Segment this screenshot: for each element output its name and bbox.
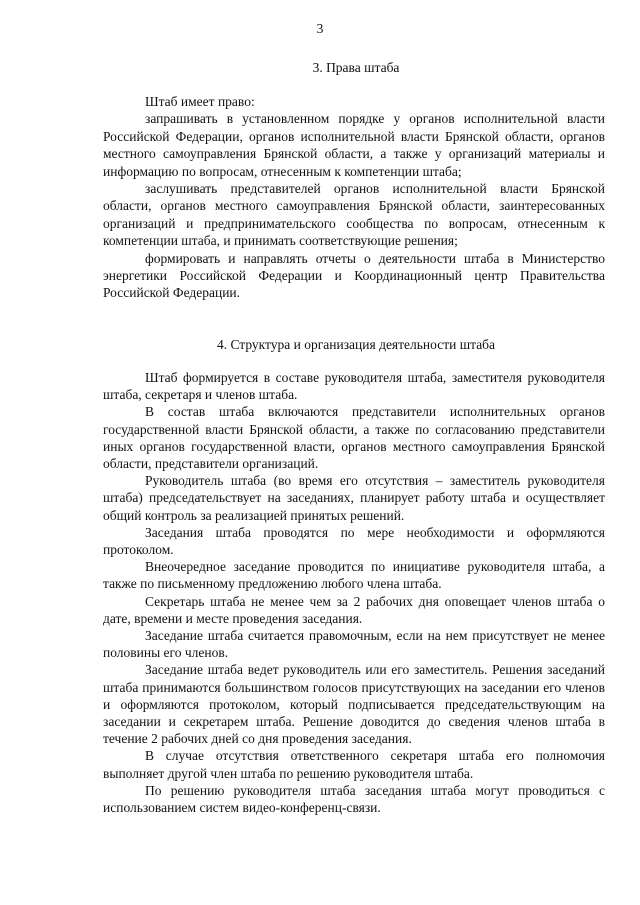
section-4-paragraph: Заседание штаба ведет руководитель или его заместитель. Решения заседаний штаба принимаются большинством голосов присутствующих на заседании его членов и оформляются протоколом, который подписывается председательствующим на заседании и секретарем штаба. Решение доводится до сведения членов штаба в течение 2 рабочих дней со дня проведения заседания. <box>103 662 605 747</box>
section-4-paragraph: Заседания штаба проводятся по мере необходимости и оформляются протоколом. <box>103 524 605 558</box>
section-4-body <box>103 369 605 816</box>
page-number: 3 <box>316 21 324 36</box>
section-4-paragraph: В состав штаба включаются представители исполнительных органов государственной власти Брянской области, а также по согласованию представители иных органов государственной власти, органов местного самоуправления Брянской области, представители организаций. <box>103 404 605 472</box>
section-3-paragraph: Штаб имеет право: <box>145 94 255 109</box>
section-3-title: 3. Права штаба <box>312 60 400 75</box>
section-3-paragraph: заслушивать представителей органов исполнительной власти Брянской области, органов местного самоуправления Брянской области, заинтересованных организаций и предпринимательского сообщества по вопросам, отнесенным к компетенции штаба, и принимать соответствующие решения; <box>103 181 605 249</box>
section-4-paragraph: Руководитель штаба (во время его отсутствия – заместитель руководителя штаба) председательствует на заседаниях, планирует работу штаба и осуществляет общий контроль за реализацией принятых решений. <box>103 473 605 523</box>
section-4-paragraph: Внеочередное заседание проводится по инициативе руководителя штаба, а также по письменному предложению любого члена штаба. <box>103 559 605 592</box>
section-3-body <box>103 93 605 302</box>
section-4-paragraph: Заседание штаба считается правомочным, если на нем присутствует не менее половины его членов. <box>103 628 605 661</box>
section-3-paragraph: запрашивать в установленном порядке у органов исполнительной власти Российской Федерации, органов исполнительной власти Брянской области, органов местного самоуправления Брянской области, а также у организаций материалы и информацию по вопросам, отнесенным к компетенции штаба; <box>103 111 605 179</box>
section-4-paragraph: Секретарь штаба не менее чем за 2 рабочих дня оповещает членов штаба о дате, времени и месте проведения заседания. <box>103 593 605 626</box>
section-4-paragraph: В случае отсутствия ответственного секретаря штаба его полномочия выполняет другой член штаба по решению руководителя штаба. <box>103 748 605 781</box>
section-4-paragraph: Штаб формируется в составе руководителя штаба, заместителя руководителя штаба, секретаря и членов штаба. <box>103 370 605 403</box>
section-4-title: 4. Структура и организация деятельности штаба <box>216 337 496 352</box>
section-3-paragraph: формировать и направлять отчеты о деятельности штаба в Министерство энергетики Российской Федерации и Координационный центр Правительства Российской Федерации. <box>103 250 605 301</box>
section-4-paragraph: По решению руководителя штаба заседания штаба могут проводиться с использованием систем видео-конференц-связи. <box>103 782 605 816</box>
